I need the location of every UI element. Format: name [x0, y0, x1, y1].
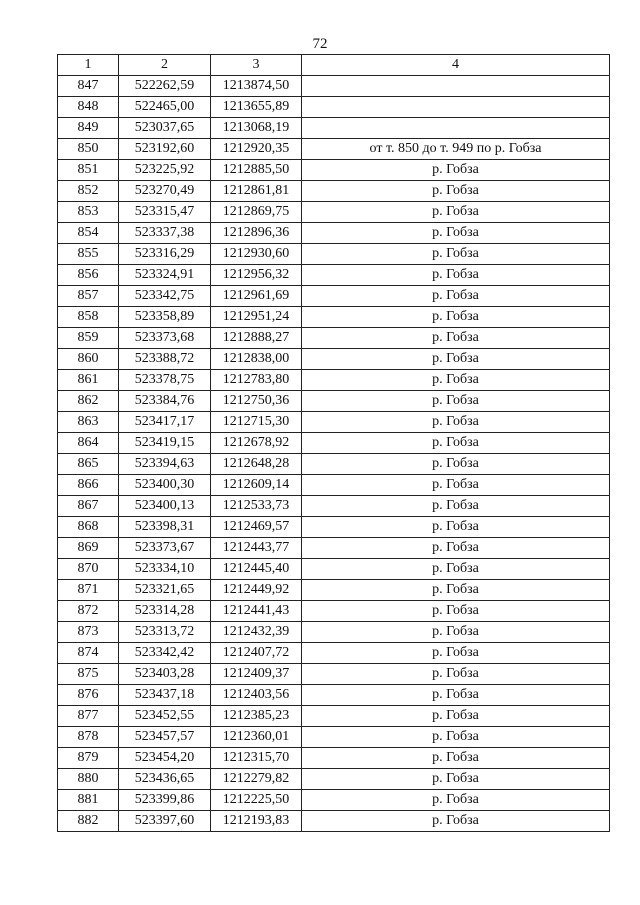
x-coordinate-cell: 523398,31: [119, 517, 211, 538]
point-number-cell: 870: [58, 559, 119, 580]
table-row: [58, 664, 610, 685]
description-cell: р. Гобза: [302, 223, 610, 244]
description-cell: р. Гобза: [302, 475, 610, 496]
description-cell: [302, 97, 610, 118]
description-cell: р. Гобза: [302, 202, 610, 223]
y-coordinate-cell: 1212885,50: [211, 160, 302, 181]
table-row: [58, 370, 610, 391]
y-coordinate-cell: 1212920,35: [211, 139, 302, 160]
x-coordinate-cell: 522262,59: [119, 76, 211, 97]
y-coordinate-cell: 1212783,80: [211, 370, 302, 391]
y-coordinate-cell: 1212279,82: [211, 769, 302, 790]
table-row: [58, 328, 610, 349]
y-coordinate-cell: 1212360,01: [211, 727, 302, 748]
x-coordinate-cell: 523334,10: [119, 559, 211, 580]
y-coordinate-cell: 1212750,36: [211, 391, 302, 412]
y-coordinate-cell: 1212648,28: [211, 454, 302, 475]
description-cell: р. Гобза: [302, 454, 610, 475]
y-coordinate-cell: 1212407,72: [211, 643, 302, 664]
y-coordinate-cell: 1212193,83: [211, 811, 302, 832]
description-cell: р. Гобза: [302, 160, 610, 181]
x-coordinate-cell: 523373,67: [119, 538, 211, 559]
y-coordinate-cell: 1212533,73: [211, 496, 302, 517]
y-coordinate-cell: 1212961,69: [211, 286, 302, 307]
table-row: [58, 223, 610, 244]
y-coordinate-cell: 1212449,92: [211, 580, 302, 601]
description-cell: р. Гобза: [302, 685, 610, 706]
column-header-point: 1: [58, 55, 119, 76]
point-number-cell: 857: [58, 286, 119, 307]
description-cell: р. Гобза: [302, 706, 610, 727]
y-coordinate-cell: 1212861,81: [211, 181, 302, 202]
y-coordinate-cell: 1212469,57: [211, 517, 302, 538]
y-coordinate-cell: 1212951,24: [211, 307, 302, 328]
point-number-cell: 863: [58, 412, 119, 433]
point-number-cell: 868: [58, 517, 119, 538]
table-row: [58, 349, 610, 370]
point-number-cell: 874: [58, 643, 119, 664]
column-header-description: 4: [302, 55, 610, 76]
table-row: [58, 265, 610, 286]
table-row: [58, 790, 610, 811]
coordinates-table: [57, 54, 610, 832]
x-coordinate-cell: 523388,72: [119, 349, 211, 370]
point-number-cell: 869: [58, 538, 119, 559]
x-coordinate-cell: 523400,13: [119, 496, 211, 517]
description-cell: р. Гобза: [302, 559, 610, 580]
y-coordinate-cell: 1212930,60: [211, 244, 302, 265]
y-coordinate-cell: 1213655,89: [211, 97, 302, 118]
point-number-cell: 879: [58, 748, 119, 769]
y-coordinate-cell: 1212432,39: [211, 622, 302, 643]
x-coordinate-cell: 522465,00: [119, 97, 211, 118]
description-cell: р. Гобза: [302, 538, 610, 559]
point-number-cell: 877: [58, 706, 119, 727]
x-coordinate-cell: 523399,86: [119, 790, 211, 811]
point-number-cell: 881: [58, 790, 119, 811]
table-row: [58, 475, 610, 496]
x-coordinate-cell: 523454,20: [119, 748, 211, 769]
y-coordinate-cell: 1212888,27: [211, 328, 302, 349]
x-coordinate-cell: 523342,42: [119, 643, 211, 664]
point-number-cell: 850: [58, 139, 119, 160]
x-coordinate-cell: 523315,47: [119, 202, 211, 223]
x-coordinate-cell: 523394,63: [119, 454, 211, 475]
table-body: [58, 76, 610, 832]
y-coordinate-cell: 1213874,50: [211, 76, 302, 97]
y-coordinate-cell: 1212869,75: [211, 202, 302, 223]
x-coordinate-cell: 523321,65: [119, 580, 211, 601]
point-number-cell: 882: [58, 811, 119, 832]
x-coordinate-cell: 523314,28: [119, 601, 211, 622]
point-number-cell: 858: [58, 307, 119, 328]
description-cell: р. Гобза: [302, 496, 610, 517]
x-coordinate-cell: 523225,92: [119, 160, 211, 181]
y-coordinate-cell: 1212445,40: [211, 559, 302, 580]
description-cell: от т. 850 до т. 949 по р. Гобза: [302, 139, 610, 160]
table-row: [58, 76, 610, 97]
table-row: [58, 559, 610, 580]
description-cell: р. Гобза: [302, 244, 610, 265]
x-coordinate-cell: 523324,91: [119, 265, 211, 286]
table-row: [58, 307, 610, 328]
x-coordinate-cell: 523436,65: [119, 769, 211, 790]
y-coordinate-cell: 1212385,23: [211, 706, 302, 727]
page-number: 72: [312, 36, 328, 52]
table-row: [58, 769, 610, 790]
description-cell: р. Гобза: [302, 580, 610, 601]
description-cell: р. Гобза: [302, 181, 610, 202]
description-cell: р. Гобза: [302, 748, 610, 769]
description-cell: р. Гобза: [302, 811, 610, 832]
point-number-cell: 880: [58, 769, 119, 790]
point-number-cell: 862: [58, 391, 119, 412]
y-coordinate-cell: 1212609,14: [211, 475, 302, 496]
x-coordinate-cell: 523337,38: [119, 223, 211, 244]
point-number-cell: 853: [58, 202, 119, 223]
x-coordinate-cell: 523419,15: [119, 433, 211, 454]
table-row: [58, 244, 610, 265]
description-cell: [302, 76, 610, 97]
table-row: [58, 811, 610, 832]
x-coordinate-cell: 523397,60: [119, 811, 211, 832]
description-cell: р. Гобза: [302, 517, 610, 538]
table-row: [58, 202, 610, 223]
y-coordinate-cell: 1212441,43: [211, 601, 302, 622]
table-row: [58, 706, 610, 727]
column-header-x: 2: [119, 55, 211, 76]
point-number-cell: 876: [58, 685, 119, 706]
table-row: [58, 685, 610, 706]
point-number-cell: 861: [58, 370, 119, 391]
description-cell: р. Гобза: [302, 664, 610, 685]
point-number-cell: 866: [58, 475, 119, 496]
point-number-cell: 871: [58, 580, 119, 601]
point-number-cell: 860: [58, 349, 119, 370]
y-coordinate-cell: 1212896,36: [211, 223, 302, 244]
table-row: [58, 748, 610, 769]
point-number-cell: 873: [58, 622, 119, 643]
description-cell: р. Гобза: [302, 727, 610, 748]
table-row: [58, 517, 610, 538]
x-coordinate-cell: 523342,75: [119, 286, 211, 307]
x-coordinate-cell: 523457,57: [119, 727, 211, 748]
x-coordinate-cell: 523373,68: [119, 328, 211, 349]
description-cell: р. Гобза: [302, 622, 610, 643]
table-row: [58, 643, 610, 664]
point-number-cell: 872: [58, 601, 119, 622]
point-number-cell: 864: [58, 433, 119, 454]
x-coordinate-cell: 523437,18: [119, 685, 211, 706]
description-cell: р. Гобза: [302, 790, 610, 811]
point-number-cell: 856: [58, 265, 119, 286]
point-number-cell: 867: [58, 496, 119, 517]
table-row: [58, 160, 610, 181]
table-row: [58, 139, 610, 160]
point-number-cell: 852: [58, 181, 119, 202]
x-coordinate-cell: 523313,72: [119, 622, 211, 643]
table-row: [58, 286, 610, 307]
y-coordinate-cell: 1212409,37: [211, 664, 302, 685]
x-coordinate-cell: 523403,28: [119, 664, 211, 685]
table-row: [58, 727, 610, 748]
x-coordinate-cell: 523037,65: [119, 118, 211, 139]
point-number-cell: 878: [58, 727, 119, 748]
y-coordinate-cell: 1212403,56: [211, 685, 302, 706]
y-coordinate-cell: 1212715,30: [211, 412, 302, 433]
table-header-row: [58, 55, 610, 76]
table-row: [58, 454, 610, 475]
description-cell: р. Гобза: [302, 412, 610, 433]
y-coordinate-cell: 1212838,00: [211, 349, 302, 370]
x-coordinate-cell: 523192,60: [119, 139, 211, 160]
x-coordinate-cell: 523417,17: [119, 412, 211, 433]
table-row: [58, 580, 610, 601]
point-number-cell: 859: [58, 328, 119, 349]
table-row: [58, 97, 610, 118]
x-coordinate-cell: 523358,89: [119, 307, 211, 328]
description-cell: р. Гобза: [302, 769, 610, 790]
column-header-y: 3: [211, 55, 302, 76]
description-cell: р. Гобза: [302, 370, 610, 391]
table-row: [58, 391, 610, 412]
table-row: [58, 181, 610, 202]
table-row: [58, 412, 610, 433]
x-coordinate-cell: 523452,55: [119, 706, 211, 727]
description-cell: р. Гобза: [302, 328, 610, 349]
x-coordinate-cell: 523400,30: [119, 475, 211, 496]
y-coordinate-cell: 1212225,50: [211, 790, 302, 811]
description-cell: р. Гобза: [302, 643, 610, 664]
description-cell: [302, 118, 610, 139]
description-cell: р. Гобза: [302, 265, 610, 286]
description-cell: р. Гобза: [302, 307, 610, 328]
point-number-cell: 851: [58, 160, 119, 181]
x-coordinate-cell: 523378,75: [119, 370, 211, 391]
point-number-cell: 848: [58, 97, 119, 118]
y-coordinate-cell: 1213068,19: [211, 118, 302, 139]
y-coordinate-cell: 1212956,32: [211, 265, 302, 286]
table-row: [58, 118, 610, 139]
description-cell: р. Гобза: [302, 433, 610, 454]
point-number-cell: 854: [58, 223, 119, 244]
y-coordinate-cell: 1212678,92: [211, 433, 302, 454]
x-coordinate-cell: 523316,29: [119, 244, 211, 265]
y-coordinate-cell: 1212315,70: [211, 748, 302, 769]
description-cell: р. Гобза: [302, 286, 610, 307]
table-row: [58, 538, 610, 559]
x-coordinate-cell: 523270,49: [119, 181, 211, 202]
point-number-cell: 849: [58, 118, 119, 139]
point-number-cell: 847: [58, 76, 119, 97]
table-row: [58, 622, 610, 643]
x-coordinate-cell: 523384,76: [119, 391, 211, 412]
point-number-cell: 875: [58, 664, 119, 685]
point-number-cell: 865: [58, 454, 119, 475]
table-row: [58, 601, 610, 622]
table-row: [58, 496, 610, 517]
description-cell: р. Гобза: [302, 349, 610, 370]
y-coordinate-cell: 1212443,77: [211, 538, 302, 559]
point-number-cell: 855: [58, 244, 119, 265]
description-cell: р. Гобза: [302, 391, 610, 412]
description-cell: р. Гобза: [302, 601, 610, 622]
table-row: [58, 433, 610, 454]
